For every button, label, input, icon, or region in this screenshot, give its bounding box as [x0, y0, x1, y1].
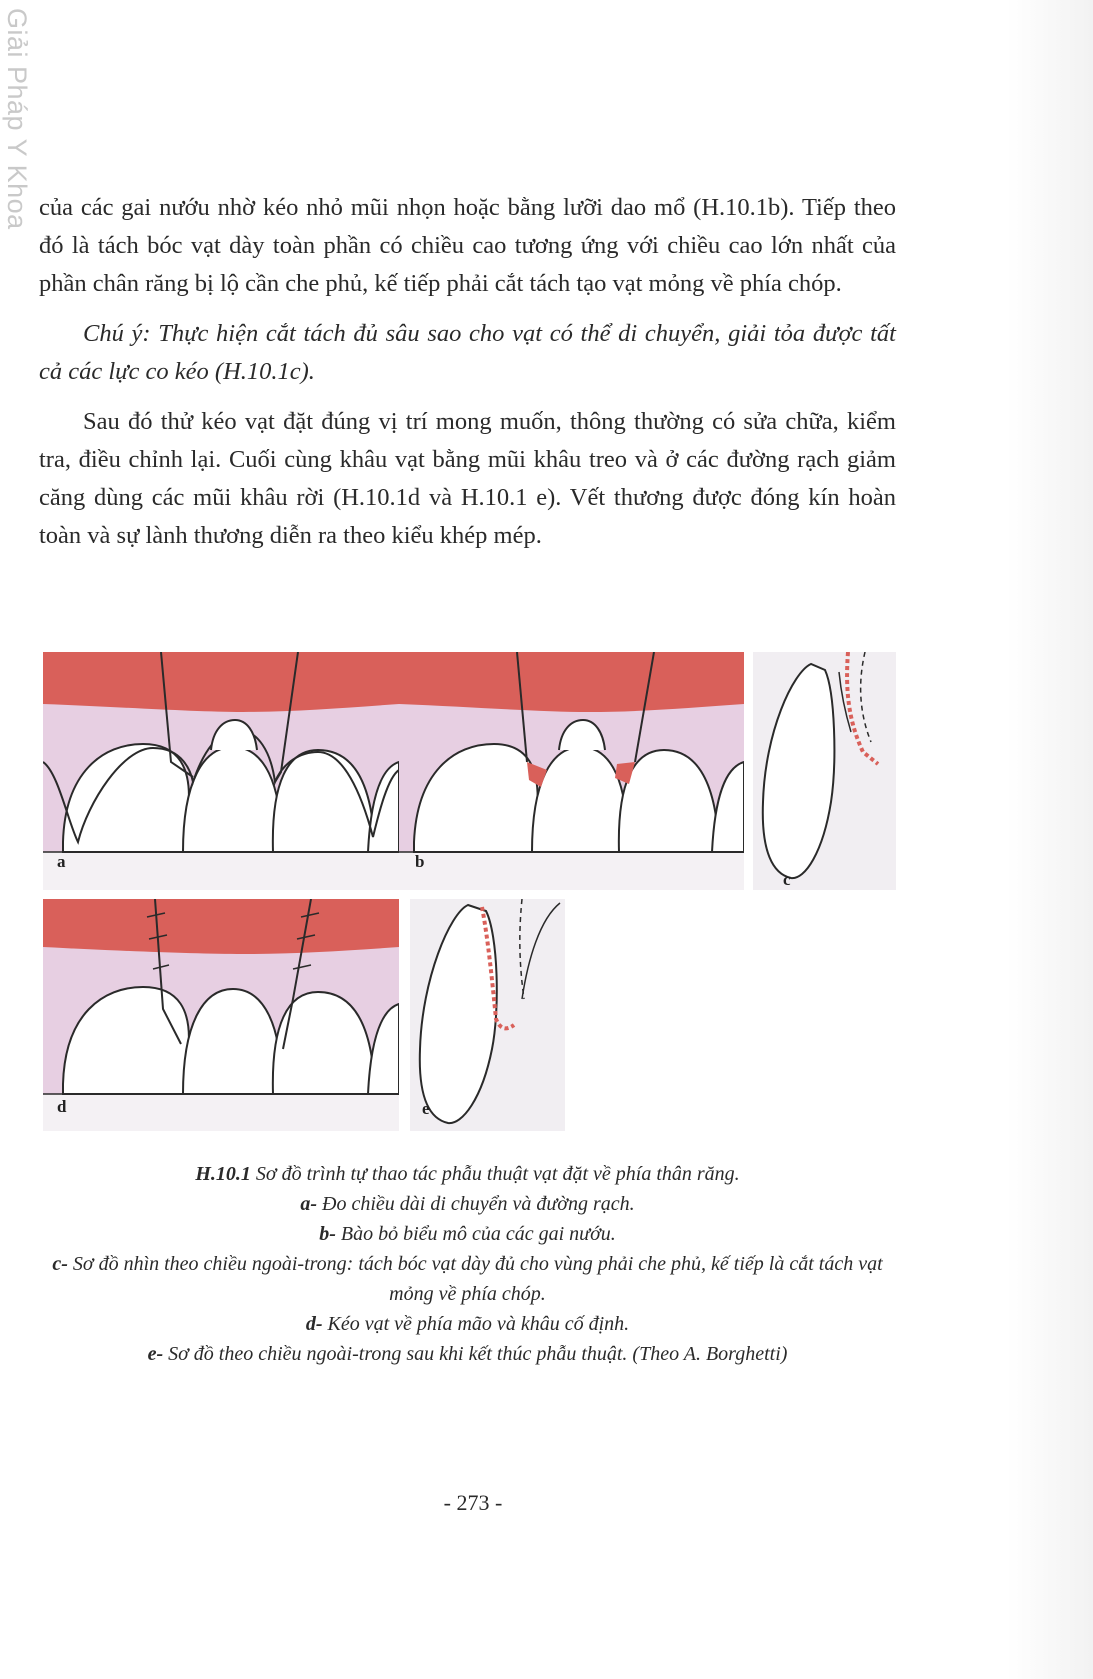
caption-item-d: d- Kéo vạt về phía mão và khâu cố định. [305, 1313, 630, 1335]
page-edge-shade [1007, 0, 1093, 1679]
caption-item-e: e- Sơ đồ theo chiều ngoài-trong sau khi kết thúc phẫu thuật. (Theo A. Borghetti) [147, 1343, 788, 1365]
figure-panel-e [410, 899, 565, 1131]
caption-ref: H.10.1 [195, 1163, 251, 1185]
panel-c-illustration [753, 652, 896, 890]
caption-title-text: Sơ đồ trình tự thao tác phẫu thuật vạt đặt về phía thân răng. [250, 1163, 740, 1185]
body-text [39, 189, 896, 555]
panel-a-illustration [43, 652, 399, 890]
watermark: Giải Pháp Y Khoa [2, 8, 32, 230]
panel-label-d: d [57, 1097, 67, 1116]
panel-label-a: a [57, 852, 66, 871]
caption-item-a: a- Đo chiều dài di chuyển và đường rạch. [300, 1193, 635, 1215]
caption-title [39, 1159, 896, 1189]
figure-panel-d [43, 899, 399, 1131]
paragraph-3: Sau đó thử kéo vạt đặt đúng vị trí mong muốn, thông thường có sửa chữa, kiểm tra, điều chỉnh lại. Cuối cùng khâu vạt bằng mũi khâu treo và ở các đường rạch giảm căng dùng các mũi khâu rời (H.10.1d và H.10.1 e). Vết thương được đóng kín hoàn toàn và sự lành thương diễn ra theo kiểu khép mép. [39, 408, 896, 549]
figure-panel-a [43, 652, 399, 890]
panel-d-illustration [43, 899, 399, 1131]
panel-b-illustration [399, 652, 744, 890]
paragraph-note: Chú ý: Thực hiện cắt tách đủ sâu sao cho vạt có thể di chuyển, giải tỏa được tất cả các lực co kéo (H.10.1c). [39, 320, 896, 385]
figure-panel-c [753, 652, 896, 890]
figure-panel-b [399, 652, 744, 890]
caption-item-b: b- Bào bỏ biểu mô của các gai nướu. [319, 1223, 616, 1245]
panel-label-b: b [415, 852, 425, 871]
caption-item-c: c- Sơ đồ nhìn theo chiều ngoài-trong: tách bóc vạt dày đủ cho vùng phải che phủ, kế tiếp là cắt tách vạt mỏng về phía chóp. [52, 1253, 883, 1305]
figure-caption [39, 1159, 896, 1369]
paragraph-1: của các gai nướu nhờ kéo nhỏ mũi nhọn hoặc bằng lưỡi dao mổ (H.10.1b). Tiếp theo đó là tách bóc vạt dày toàn phần có chiều cao tương ứng với chiều cao lớn nhất của phần chân răng bị lộ cần che phủ, kế tiếp phải cắt tách tạo vạt mỏng về phía chóp. [39, 194, 896, 297]
page-number: - 273 - [443, 1490, 503, 1515]
panel-label-e: e [422, 1099, 430, 1118]
panel-e-illustration [410, 899, 565, 1131]
panel-label-c: c [783, 870, 791, 889]
